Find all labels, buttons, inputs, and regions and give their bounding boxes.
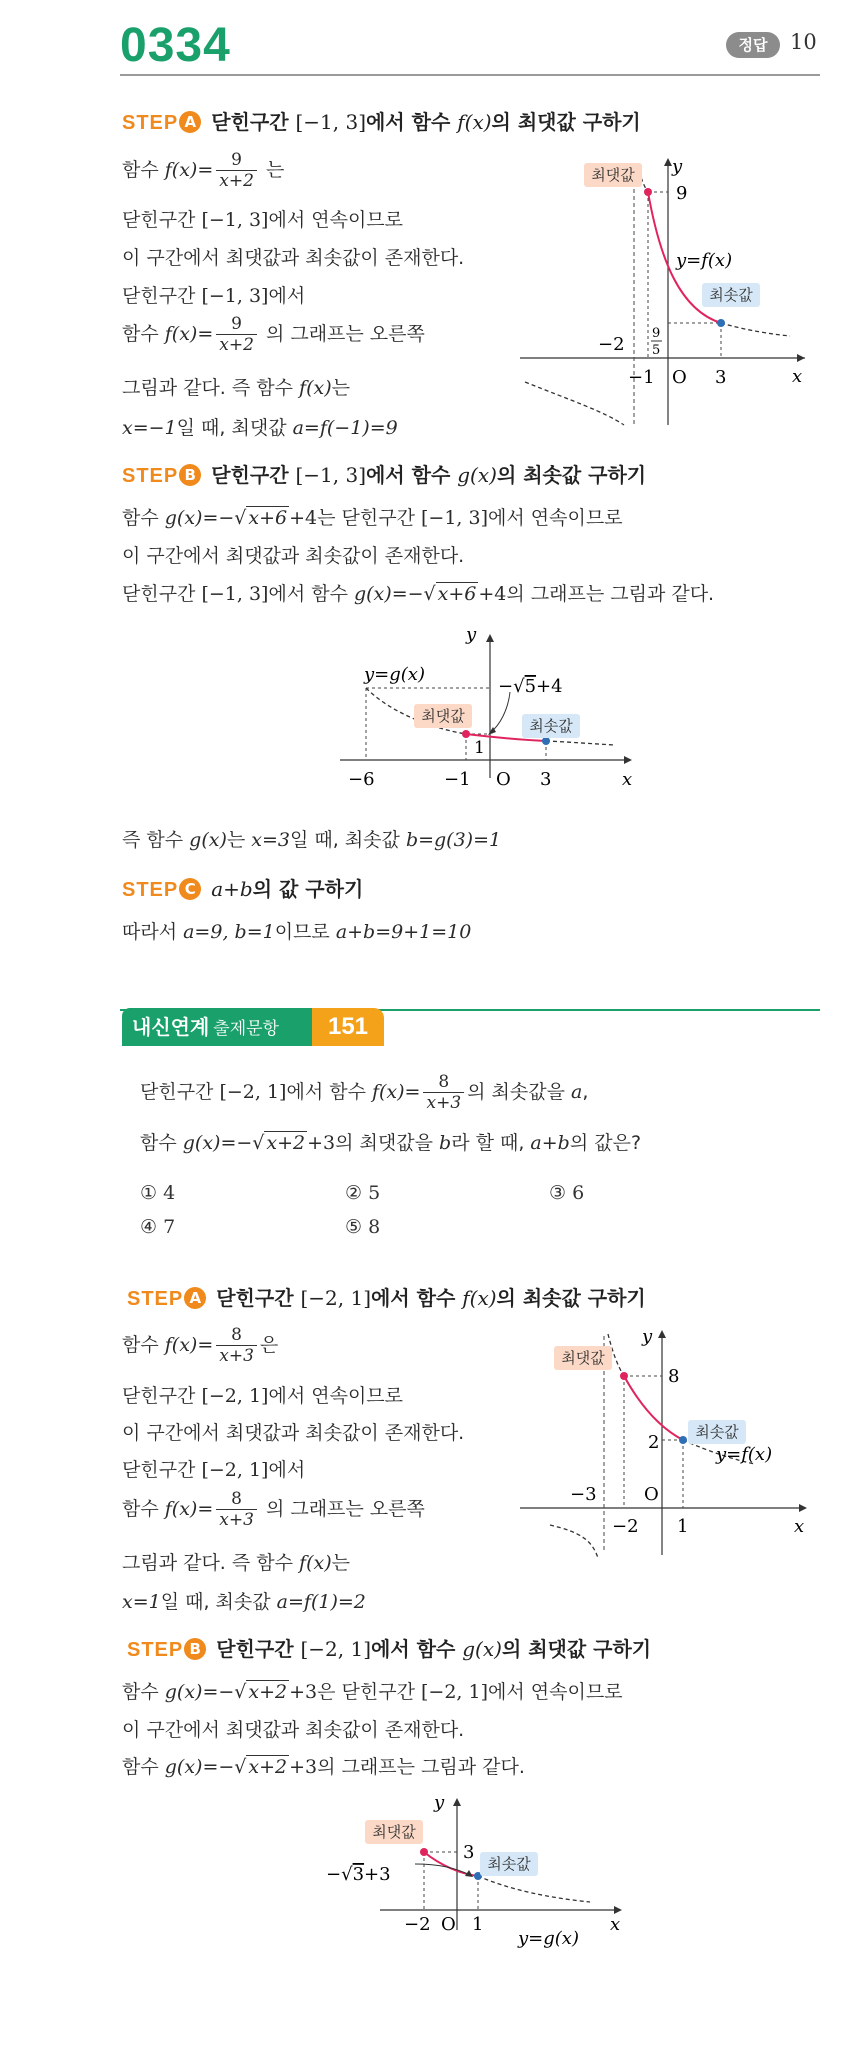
svg-text:최솟값: 최솟값	[695, 1423, 739, 1441]
graph-g-interval-b	[330, 620, 650, 795]
svg-text:1: 1	[677, 1516, 689, 1537]
svg-text:x: x	[610, 1914, 621, 1935]
svg-text:O: O	[441, 1914, 456, 1935]
svg-text:x: x	[794, 1516, 805, 1537]
svg-text:O: O	[644, 1484, 659, 1505]
svg-text:−2: −2	[612, 1516, 639, 1537]
p1-a-line2: 닫힌구간 [−1, 3]에서 연속이므로	[122, 209, 404, 231]
p2-b-line1: 함수 g(x)=−√ x+2 +3은 닫힌구간 [−2, 1]에서 연속이므로	[122, 1681, 623, 1703]
max-point	[420, 1848, 428, 1856]
svg-text:y=g(x): y=g(x)	[518, 1928, 579, 1949]
svg-text:최댓값: 최댓값	[561, 1349, 605, 1367]
p1-b-line1: 함수 g(x)=−√ x+6 +4는 닫힌구간 [−1, 3]에서 연속이므로	[122, 507, 623, 529]
min-label: 최솟값	[709, 286, 753, 304]
p1-a-line4: 닫힌구간 [−1, 3]에서	[122, 285, 306, 307]
step-b-heading-2: STEP B 닫힌구간 [−2, 1]에서 함수 g(x)의 최댓값 구하기	[127, 1637, 652, 1661]
p1-a-line7: x=−1일 때, 최댓값 a=f(−1)=9	[122, 417, 398, 439]
p1-b-line3: 닫힌구간 [−1, 3]에서 함수 g(x)=−√ x+6 +4의 그래프는 그림과 같다.	[122, 583, 715, 605]
svg-text:x: x	[622, 769, 633, 790]
svg-text:−√3+3: −√3+3	[326, 1864, 391, 1885]
header-divider	[120, 74, 820, 76]
p2-b-line2: 이 구간에서 최댓값과 최솟값이 존재한다.	[122, 1719, 465, 1741]
svg-text:−2: −2	[598, 334, 625, 355]
step-b-heading: STEP B 닫힌구간 [−1, 3]에서 함수 g(x)의 최솟값 구하기	[122, 463, 647, 487]
svg-text:y: y	[434, 1792, 445, 1813]
svg-text:9: 9	[676, 183, 688, 204]
p2-a-line4: 닫힌구간 [−2, 1]에서	[122, 1459, 306, 1481]
p2-a-line6: 그림과 같다. 즉 함수 f(x)는	[122, 1552, 350, 1574]
p1-a-line1: 함수 f(x)= $\frac{9}{x+2}$ 는	[122, 150, 285, 191]
svg-text:2: 2	[648, 1432, 660, 1453]
svg-text:9: 9	[652, 326, 661, 341]
svg-text:−1: −1	[628, 367, 655, 388]
svg-text:y: y	[466, 624, 477, 645]
graph-f-interval-a	[520, 150, 820, 430]
p1-b-line2: 이 구간에서 최댓값과 최솟값이 존재한다.	[122, 545, 465, 567]
choice-2: ② 5	[345, 1182, 381, 1204]
svg-text:최솟값: 최솟값	[487, 1855, 531, 1873]
svg-text:y: y	[642, 1326, 653, 1347]
p2-a-line3: 이 구간에서 최댓값과 최솟값이 존재한다.	[122, 1422, 465, 1444]
naesin-badge: 내신연계 출제문항 151	[122, 1008, 395, 1046]
svg-text:−2: −2	[404, 1914, 431, 1935]
p2-a-line2: 닫힌구간 [−2, 1]에서 연속이므로	[122, 1385, 404, 1407]
answer-value: 10	[790, 30, 817, 54]
p2-a-line1: 함수 f(x)= $\frac{8}{x+3}$ 은	[122, 1325, 279, 1366]
svg-text:y: y	[672, 156, 683, 177]
svg-text:최댓값: 최댓값	[421, 707, 465, 725]
min-point	[542, 737, 550, 745]
p1-a-line5: 함수 f(x)= $\frac{9}{x+2}$ 의 그래프는 오른쪽	[122, 314, 425, 355]
choice-4: ④ 7	[140, 1216, 176, 1238]
q-line1: 닫힌구간 [−2, 1]에서 함수 f(x)= $\frac{8}{x+3}$ 의 최솟값을 a,	[140, 1072, 589, 1113]
choice-3: ③ 6	[549, 1182, 585, 1204]
svg-text:3: 3	[540, 769, 552, 790]
step-c-heading: STEP C a+b의 값 구하기	[122, 877, 364, 901]
svg-text:y=f(x): y=f(x)	[716, 1444, 773, 1465]
svg-text:−1: −1	[444, 769, 471, 790]
svg-text:최솟값: 최솟값	[529, 717, 573, 735]
svg-text:−6: −6	[348, 769, 375, 790]
p1-c-line1: 따라서 a=9, b=1이므로 a+b=9+1=10	[122, 921, 472, 943]
svg-text:y=f(x): y=f(x)	[676, 250, 733, 271]
problem-number: 0334	[120, 19, 231, 72]
graph-f-interval-2a	[520, 1320, 820, 1560]
step-a-heading-2: STEP A 닫힌구간 [−2, 1]에서 함수 f(x)의 최솟값 구하기	[127, 1286, 646, 1310]
p1-b-line4: 즉 함수 g(x)는 x=3일 때, 최솟값 b=g(3)=1	[122, 829, 502, 851]
p1-a-line3: 이 구간에서 최댓값과 최솟값이 존재한다.	[122, 247, 465, 269]
step-a-heading: STEP A 닫힌구간 [−1, 3]에서 함수 f(x)의 최댓값 구하기	[122, 110, 641, 134]
svg-text:1: 1	[474, 738, 485, 758]
svg-text:3: 3	[715, 367, 727, 388]
q-line2: 함수 g(x)=−√ x+2 +3의 최댓값을 b라 할 때, a+b의 값은?	[140, 1132, 642, 1154]
svg-text:O: O	[672, 367, 687, 388]
svg-text:3: 3	[463, 1842, 475, 1863]
svg-text:−3: −3	[570, 1484, 597, 1505]
max-point	[644, 188, 652, 196]
min-point	[679, 1436, 687, 1444]
svg-text:5: 5	[652, 343, 661, 358]
svg-text:−√5+4: −√5+4	[498, 676, 563, 697]
p2-a-line7: x=1일 때, 최솟값 a=f(1)=2	[122, 1591, 366, 1613]
min-point	[717, 319, 725, 327]
p2-a-line5: 함수 f(x)= $\frac{8}{x+3}$ 의 그래프는 오른쪽	[122, 1489, 425, 1530]
svg-text:x: x	[792, 366, 803, 387]
svg-text:8: 8	[668, 1366, 680, 1387]
svg-text:1: 1	[472, 1914, 484, 1935]
choice-5: ⑤ 8	[345, 1216, 381, 1238]
graph-g-interval-2b	[320, 1790, 650, 1955]
max-point	[462, 730, 470, 738]
p2-b-line3: 함수 g(x)=−√ x+2 +3의 그래프는 그림과 같다.	[122, 1756, 525, 1778]
svg-text:y=g(x): y=g(x)	[364, 664, 425, 685]
max-point	[620, 1372, 628, 1380]
answer-badge: 정답	[726, 32, 780, 58]
p1-a-line6: 그림과 같다. 즉 함수 f(x)는	[122, 377, 350, 399]
svg-text:최댓값: 최댓값	[372, 1823, 416, 1841]
choice-1: ① 4	[140, 1182, 176, 1204]
svg-text:O: O	[496, 769, 511, 790]
max-label: 최댓값	[591, 166, 635, 184]
